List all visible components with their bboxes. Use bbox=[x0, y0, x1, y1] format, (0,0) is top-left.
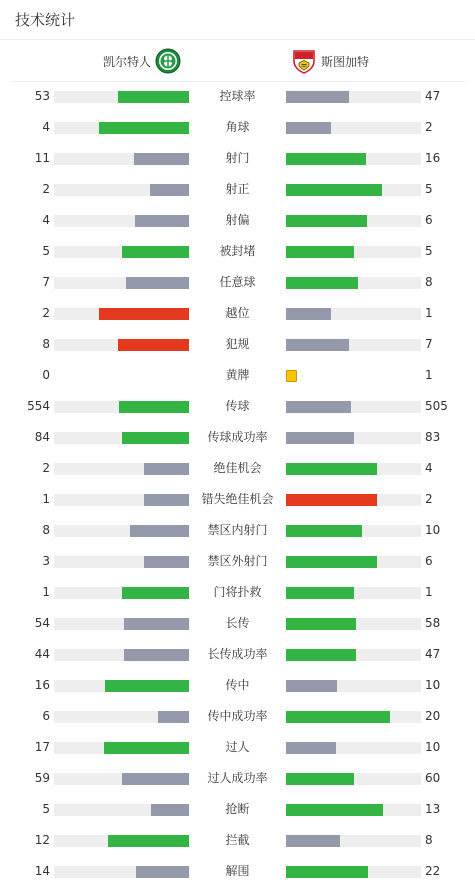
away-bar-fill bbox=[286, 91, 349, 103]
away-value: 8 bbox=[425, 833, 433, 847]
teams-row bbox=[10, 40, 465, 82]
stat-label: 门将扑救 bbox=[213, 585, 262, 599]
home-value: 2 bbox=[42, 182, 50, 196]
away-bar-track bbox=[286, 680, 421, 692]
stuttgart-crest-icon bbox=[291, 48, 317, 74]
away-bar-track bbox=[286, 649, 421, 661]
away-value: 22 bbox=[425, 864, 441, 878]
away-bar-track bbox=[286, 370, 421, 382]
stat-row bbox=[0, 174, 475, 205]
stat-row bbox=[0, 453, 475, 484]
away-bar-fill bbox=[286, 680, 337, 692]
away-bar-fill bbox=[286, 618, 356, 630]
away-bar-track bbox=[286, 308, 421, 320]
home-bar-track bbox=[54, 680, 189, 692]
home-bar-fill bbox=[108, 835, 189, 847]
away-value: 83 bbox=[425, 430, 441, 444]
stat-label: 过人成功率 bbox=[207, 771, 268, 785]
stat-label: 犯规 bbox=[225, 337, 250, 351]
home-value: 17 bbox=[34, 740, 50, 754]
home-bar-track bbox=[54, 308, 189, 320]
home-bar-track bbox=[54, 339, 189, 351]
away-bar-track bbox=[286, 463, 421, 475]
home-bar-fill bbox=[99, 122, 190, 134]
stat-label: 越位 bbox=[225, 306, 250, 320]
home-value: 3 bbox=[42, 554, 50, 568]
home-bar-track bbox=[54, 494, 189, 506]
home-bar-fill bbox=[158, 711, 189, 723]
home-value: 53 bbox=[34, 89, 50, 103]
home-value: 1 bbox=[42, 492, 50, 506]
away-value: 505 bbox=[425, 399, 448, 413]
stat-label: 黄牌 bbox=[225, 368, 250, 382]
away-bar-fill bbox=[286, 246, 354, 258]
away-value: 1 bbox=[425, 306, 433, 320]
stat-label: 角球 bbox=[225, 120, 250, 134]
away-bar-track bbox=[286, 866, 421, 878]
stat-row bbox=[0, 143, 475, 174]
away-bar-track bbox=[286, 525, 421, 537]
home-bar-track bbox=[54, 91, 189, 103]
stat-label: 错失绝佳机会 bbox=[201, 492, 274, 506]
stat-row bbox=[0, 515, 475, 546]
away-value: 13 bbox=[425, 802, 441, 816]
home-bar-fill bbox=[144, 494, 189, 506]
home-bar-track bbox=[54, 215, 189, 227]
away-bar-fill bbox=[286, 339, 349, 351]
home-bar-track bbox=[54, 804, 189, 816]
home-bar-fill bbox=[105, 680, 189, 692]
stat-label: 任意球 bbox=[219, 275, 256, 289]
home-value: 4 bbox=[42, 213, 50, 227]
away-bar-fill bbox=[286, 277, 358, 289]
home-value: 4 bbox=[42, 120, 50, 134]
home-bar-track bbox=[54, 866, 189, 878]
home-bar-fill bbox=[124, 649, 189, 661]
home-bar-track bbox=[54, 122, 189, 134]
away-bar-fill bbox=[286, 649, 356, 661]
home-bar-fill bbox=[150, 184, 189, 196]
home-value: 8 bbox=[42, 337, 50, 351]
home-bar-fill bbox=[122, 587, 190, 599]
home-bar-fill bbox=[122, 246, 190, 258]
away-bar-track bbox=[286, 215, 421, 227]
home-value: 0 bbox=[42, 368, 50, 382]
home-bar-fill bbox=[118, 339, 190, 351]
away-bar-track bbox=[286, 401, 421, 413]
stat-label: 绝佳机会 bbox=[213, 461, 262, 475]
stat-row bbox=[0, 546, 475, 577]
away-value: 1 bbox=[425, 368, 433, 382]
stat-label: 射门 bbox=[225, 151, 250, 165]
home-bar-fill bbox=[122, 432, 190, 444]
stat-label: 传中 bbox=[225, 678, 250, 692]
away-bar-fill bbox=[286, 401, 351, 413]
stat-label: 传球成功率 bbox=[207, 430, 268, 444]
stat-row bbox=[0, 81, 475, 112]
home-value: 11 bbox=[34, 151, 50, 165]
home-value: 6 bbox=[42, 709, 50, 723]
home-bar-fill bbox=[124, 618, 189, 630]
stat-row bbox=[0, 763, 475, 794]
away-value: 10 bbox=[425, 678, 441, 692]
home-value: 5 bbox=[42, 802, 50, 816]
stat-row bbox=[0, 484, 475, 515]
away-value: 58 bbox=[425, 616, 441, 630]
away-value: 2 bbox=[425, 492, 433, 506]
home-value: 8 bbox=[42, 523, 50, 537]
away-bar-fill bbox=[286, 122, 331, 134]
home-bar-track bbox=[54, 277, 189, 289]
away-bar-track bbox=[286, 432, 421, 444]
away-value: 1 bbox=[425, 585, 433, 599]
away-bar-track bbox=[286, 835, 421, 847]
stat-row bbox=[0, 639, 475, 670]
home-bar-track bbox=[54, 835, 189, 847]
home-bar-fill bbox=[126, 277, 189, 289]
home-bar-fill bbox=[144, 463, 189, 475]
away-bar-fill bbox=[286, 835, 340, 847]
home-value: 44 bbox=[34, 647, 50, 661]
stats-title: 技术统计 bbox=[15, 11, 76, 29]
stat-row bbox=[0, 856, 475, 887]
away-value: 16 bbox=[425, 151, 441, 165]
home-value: 554 bbox=[27, 399, 50, 413]
stat-label: 射正 bbox=[225, 182, 250, 196]
stat-label: 禁区内射门 bbox=[207, 523, 268, 537]
away-bar-track bbox=[286, 91, 421, 103]
home-bar-track bbox=[54, 618, 189, 630]
home-bar-fill bbox=[130, 525, 189, 537]
stat-label: 传中成功率 bbox=[207, 709, 268, 723]
home-bar-fill bbox=[135, 215, 189, 227]
home-bar-track bbox=[54, 556, 189, 568]
stat-row bbox=[0, 298, 475, 329]
away-value: 7 bbox=[425, 337, 433, 351]
stat-row bbox=[0, 732, 475, 763]
stat-row bbox=[0, 422, 475, 453]
home-value: 14 bbox=[34, 864, 50, 878]
home-value: 2 bbox=[42, 461, 50, 475]
stat-row bbox=[0, 267, 475, 298]
away-bar-track bbox=[286, 587, 421, 599]
stat-row bbox=[0, 794, 475, 825]
away-bar-fill bbox=[286, 711, 390, 723]
away-bar-track bbox=[286, 122, 421, 134]
home-bar-fill bbox=[136, 866, 189, 878]
home-value: 59 bbox=[34, 771, 50, 785]
away-bar-track bbox=[286, 804, 421, 816]
home-bar-track bbox=[54, 463, 189, 475]
stat-label: 长传 bbox=[225, 616, 250, 630]
away-bar-fill bbox=[286, 587, 354, 599]
away-bar-fill bbox=[286, 494, 377, 506]
away-value: 5 bbox=[425, 244, 433, 258]
stat-label: 长传成功率 bbox=[207, 647, 268, 661]
home-bar-fill bbox=[104, 742, 189, 754]
home-value: 2 bbox=[42, 306, 50, 320]
away-bar-track bbox=[286, 184, 421, 196]
stat-label: 控球率 bbox=[219, 89, 256, 103]
away-bar-fill bbox=[286, 866, 368, 878]
home-bar-track bbox=[54, 587, 189, 599]
stat-row bbox=[0, 825, 475, 856]
away-bar-track bbox=[286, 711, 421, 723]
stat-label: 拦截 bbox=[225, 833, 250, 847]
away-bar-track bbox=[286, 742, 421, 754]
home-value: 16 bbox=[34, 678, 50, 692]
stat-label: 解围 bbox=[225, 864, 250, 878]
home-value: 54 bbox=[34, 616, 50, 630]
stat-row bbox=[0, 112, 475, 143]
away-value: 10 bbox=[425, 740, 441, 754]
away-bar-track bbox=[286, 339, 421, 351]
home-bar-track bbox=[54, 711, 189, 723]
home-bar-fill bbox=[151, 804, 189, 816]
away-bar-fill bbox=[286, 215, 367, 227]
stat-row bbox=[0, 577, 475, 608]
home-bar-fill bbox=[144, 556, 189, 568]
away-bar-fill bbox=[286, 525, 362, 537]
stat-label: 传球 bbox=[225, 399, 250, 413]
home-bar-track bbox=[54, 742, 189, 754]
home-team[interactable] bbox=[103, 40, 181, 82]
away-value: 20 bbox=[425, 709, 441, 723]
away-bar-fill bbox=[286, 184, 382, 196]
away-bar-fill bbox=[286, 308, 331, 320]
home-bar-track bbox=[54, 153, 189, 165]
home-value: 84 bbox=[34, 430, 50, 444]
stat-label: 过人 bbox=[225, 740, 250, 754]
away-value: 6 bbox=[425, 213, 433, 227]
stat-label: 禁区外射门 bbox=[207, 554, 268, 568]
home-bar-fill bbox=[99, 308, 190, 320]
away-value: 8 bbox=[425, 275, 433, 289]
away-bar-fill bbox=[286, 432, 354, 444]
away-value: 4 bbox=[425, 461, 433, 475]
away-team[interactable] bbox=[291, 40, 369, 82]
away-bar-track bbox=[286, 773, 421, 785]
away-bar-fill bbox=[286, 804, 383, 816]
away-value: 2 bbox=[425, 120, 433, 134]
stat-row bbox=[0, 701, 475, 732]
away-value: 47 bbox=[425, 647, 441, 661]
home-value: 7 bbox=[42, 275, 50, 289]
stats-header bbox=[0, 0, 475, 40]
stat-row bbox=[0, 670, 475, 701]
stat-row bbox=[0, 608, 475, 639]
stats-list bbox=[0, 81, 475, 887]
away-value: 10 bbox=[425, 523, 441, 537]
stat-row bbox=[0, 205, 475, 236]
home-value: 12 bbox=[34, 833, 50, 847]
yellow-card-icon bbox=[286, 370, 297, 382]
away-bar-track bbox=[286, 618, 421, 630]
away-bar-fill bbox=[286, 773, 354, 785]
away-bar-fill bbox=[286, 556, 377, 568]
home-value: 1 bbox=[42, 585, 50, 599]
stat-row bbox=[0, 236, 475, 267]
away-bar-track bbox=[286, 153, 421, 165]
away-bar-track bbox=[286, 556, 421, 568]
away-bar-fill bbox=[286, 742, 336, 754]
home-bar-fill bbox=[122, 773, 190, 785]
away-bar-fill bbox=[286, 463, 377, 475]
home-bar-track bbox=[54, 246, 189, 258]
home-bar-track bbox=[54, 184, 189, 196]
stat-label: 抢断 bbox=[225, 802, 250, 816]
stat-row bbox=[0, 391, 475, 422]
home-bar-track bbox=[54, 773, 189, 785]
away-bar-track bbox=[286, 246, 421, 258]
stat-row bbox=[0, 360, 475, 391]
home-bar-track bbox=[54, 649, 189, 661]
away-bar-track bbox=[286, 277, 421, 289]
home-bar-fill bbox=[119, 401, 189, 413]
away-value: 6 bbox=[425, 554, 433, 568]
home-value: 5 bbox=[42, 244, 50, 258]
celtic-crest-icon bbox=[155, 48, 181, 74]
away-value: 5 bbox=[425, 182, 433, 196]
away-bar-fill bbox=[286, 153, 366, 165]
away-bar-track bbox=[286, 494, 421, 506]
away-value: 60 bbox=[425, 771, 441, 785]
home-bar-track bbox=[54, 525, 189, 537]
stat-label: 被封堵 bbox=[219, 244, 256, 258]
home-bar-track bbox=[54, 370, 189, 382]
away-value: 47 bbox=[425, 89, 441, 103]
home-bar-track bbox=[54, 401, 189, 413]
home-bar-track bbox=[54, 432, 189, 444]
away-team-name: 斯图加特 bbox=[321, 54, 370, 69]
stat-row bbox=[0, 329, 475, 360]
home-bar-fill bbox=[134, 153, 189, 165]
stat-label: 射偏 bbox=[225, 213, 250, 227]
home-bar-fill bbox=[118, 91, 190, 103]
home-team-name: 凯尔特人 bbox=[102, 54, 151, 69]
